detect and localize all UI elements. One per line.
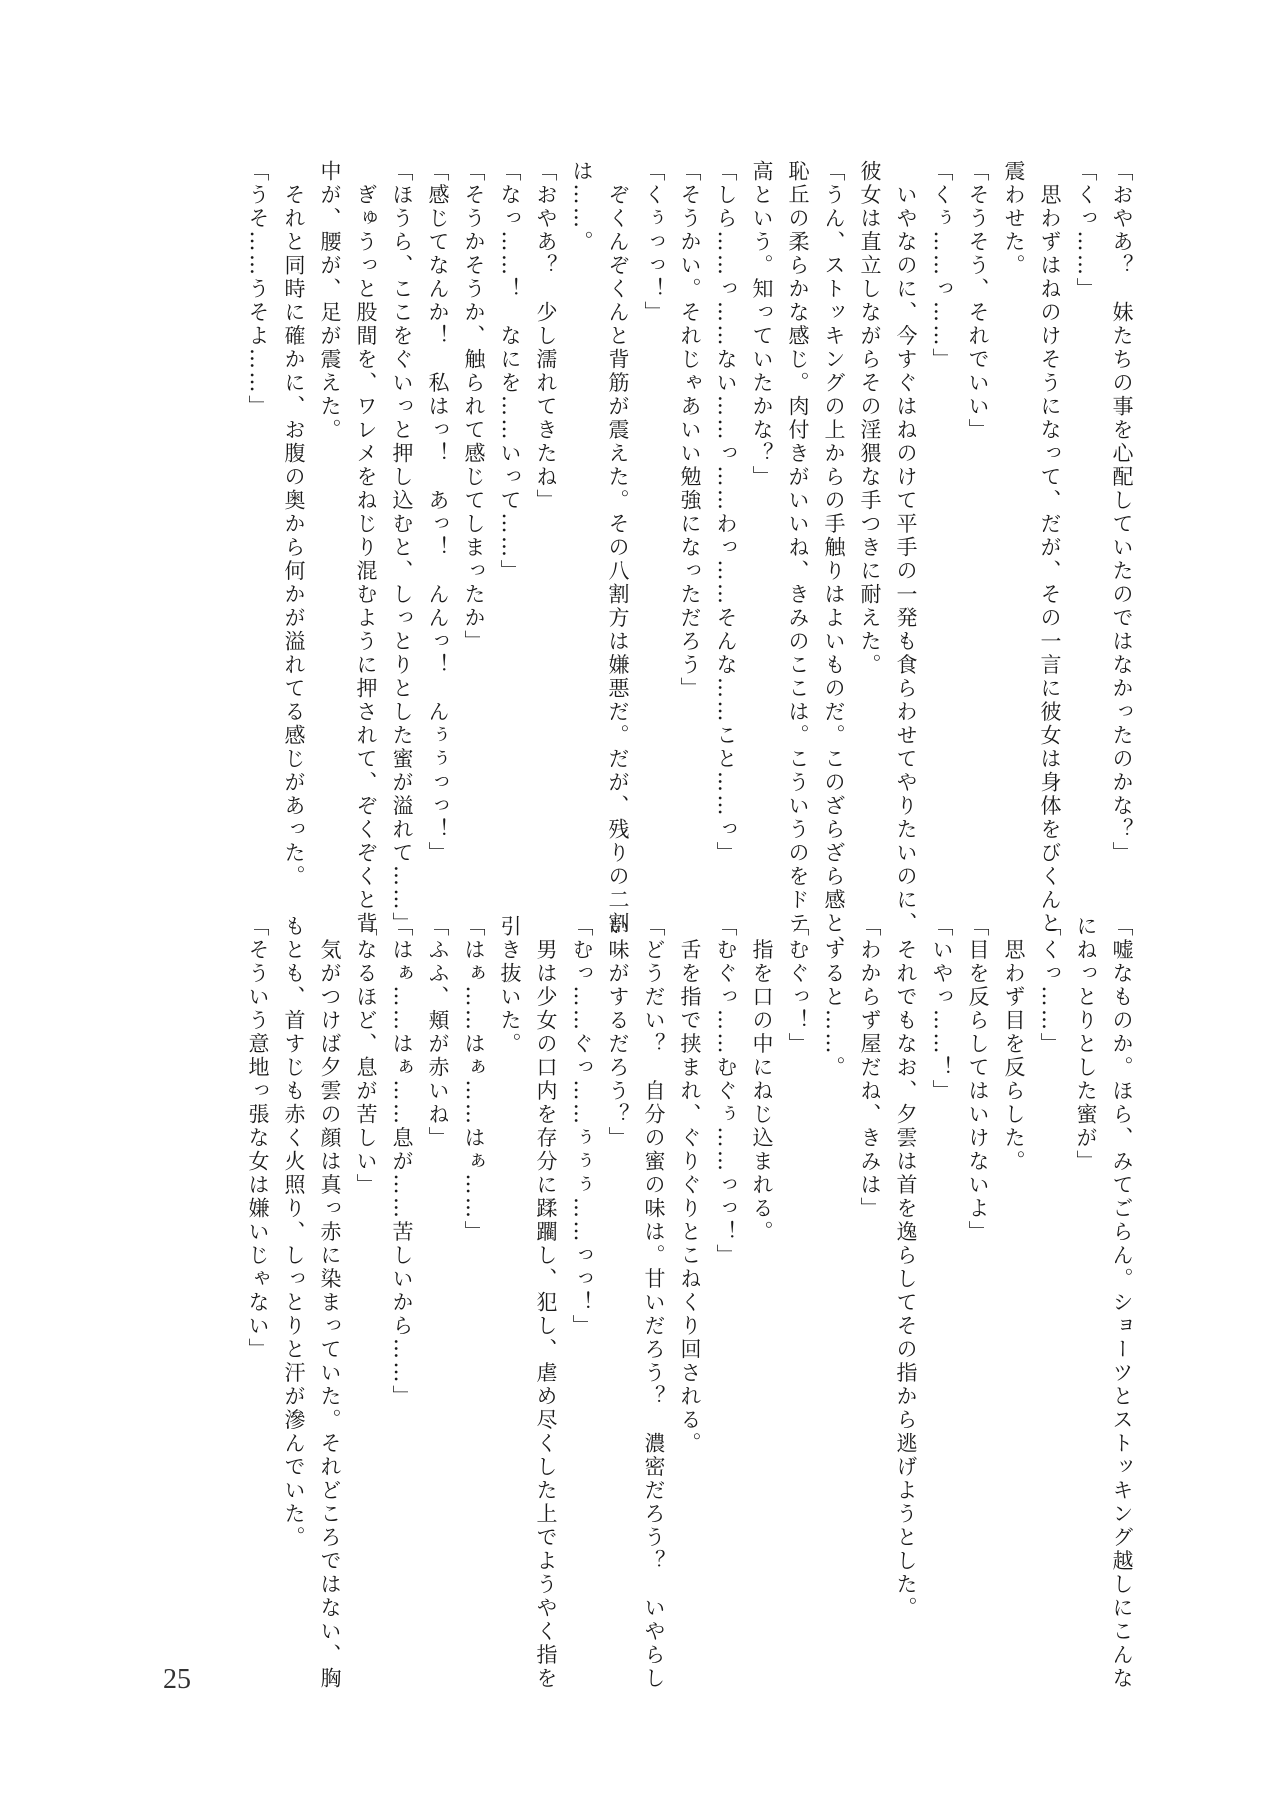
text-line: 男は少女の口内を存分に蹂躙し、犯し、虐め尽くした上でようやく指を: [534, 915, 558, 1691]
text-line: 「いやっ……！」: [930, 915, 954, 1103]
text-line: 「そうかそうか、触られて感じてしまったか」: [462, 160, 486, 654]
text-line: 「おやあ？ 少し濡れてきたね」: [534, 160, 558, 513]
upper-text-column: [140, 160, 1140, 959]
text-line: い味がするだろう？」: [606, 915, 630, 1150]
text-line: 彼女は直立しながらその淫猥な手つきに耐えた。: [858, 160, 882, 677]
text-line: 高という。知っていたかな？」: [750, 160, 774, 489]
text-line: 「はぁ……はぁ……息が……苦しいから……」: [390, 915, 414, 1409]
text-line: 「しら……っ……ない……っ……わっ……そんな……こと……っ」: [714, 160, 738, 865]
text-line: 震わせた。: [1002, 160, 1026, 278]
text-line: 「そういう意地っ張な女は嫌いじゃない」: [246, 915, 270, 1362]
text-line: 「ほうら、ここをぐいっと押し込むと、しっとりとした蜜が溢れて……」: [390, 160, 414, 936]
text-line: 「うそ……うそよ……」: [246, 160, 270, 419]
text-line: 引き抜いた。: [498, 915, 522, 1056]
text-line: 「くっ……」: [1074, 160, 1098, 301]
text-line: 「目を反らしてはいけないよ」: [966, 915, 990, 1244]
text-line: 「感じてなんか！ 私はっ！ あっ！ んんっ！ んぅぅっっ！」: [426, 160, 450, 865]
text-line: 思わず目を反らした。: [1002, 915, 1026, 1174]
text-line: 「そうかい。それじゃあいい勉強になっただろう」: [678, 160, 702, 701]
text-line: 「むぐっ！」: [786, 915, 810, 1056]
text-line: は……。: [570, 160, 594, 254]
text-line: 「ふふ、頬が赤いね」: [426, 915, 450, 1150]
text-line: にねっとりとした蜜が」: [1074, 915, 1098, 1174]
text-line: 「うん、ストッキングの上からの手触りはよいものだ。このざらざら感と、: [822, 160, 846, 959]
text-line: ぞくんぞくんと背筋が震えた。その八割方は嫌悪だ。だが、残りの二割: [606, 160, 630, 936]
text-line: 「おやあ？ 妹たちの事を心配していたのではなかったのかな？」: [1110, 160, 1134, 865]
text-line: 「くぅっっ！」: [642, 160, 666, 325]
text-line: それと同時に確かに、お腹の奥から何かが溢れてる感じがあった。: [282, 160, 306, 889]
text-line: それでもなお、夕雲は首を逸らしてその指から逃げようとした。: [894, 915, 918, 1620]
text-line: 「嘘なものか。ほら、みてごらん。ショーツとストッキング越しにこんな: [1110, 915, 1134, 1691]
text-line: 「むっ……ぐっ……ぅぅぅ……っっ！」: [570, 915, 594, 1338]
text-line: ぎゅうっと股間を、ワレメをねじり混むように押されて、ぞくぞくと背: [354, 160, 378, 936]
text-line: 「くっ……」: [1038, 915, 1062, 1056]
text-line: 「なっ……！ なにを……いって……」: [498, 160, 522, 583]
text-line: 舌を指で挟まれ、ぐりぐりとこねくり回される。: [678, 915, 702, 1456]
page-number: 25: [163, 1664, 191, 1695]
text-line: すると……。: [822, 915, 846, 1080]
text-line: 「くぅ……っ……」: [930, 160, 954, 372]
text-line: 「はぁ……はぁ……はぁ……」: [462, 915, 486, 1244]
text-line: 指を口の中にねじ込まれる。: [750, 915, 774, 1244]
text-line: もとも、首すじも赤く火照り、しっとりと汗が滲んでいた。: [282, 915, 306, 1550]
text-line: 「なるほど、息が苦しい」: [354, 915, 378, 1197]
text-line: 「そうそう、それでいい」: [966, 160, 990, 442]
text-line: いやなのに、今すぐはねのけて平手の一発も食らわせてやりたいのに、: [894, 160, 918, 936]
text-line: 「むぐっ……むぐぅ……っっ！」: [714, 915, 738, 1268]
text-line: 思わずはねのけそうになって、だが、その一言に彼女は身体をびくんと: [1038, 160, 1062, 936]
text-line: 恥丘の柔らかな感じ。肉付きがいいね、きみのここは。こういうのをドテ: [786, 160, 810, 936]
text-line: 気がつけば夕雲の顔は真っ赤に染まっていた。それどころではない、胸: [318, 915, 342, 1691]
text-line: 「どうだい？ 自分の蜜の味は。甘いだろう？ 濃密だろう？ いやらし: [642, 915, 666, 1691]
text-line: 中が、腰が、足が震えた。: [318, 160, 342, 442]
text-line: 「わからず屋だね、きみは」: [858, 915, 882, 1221]
